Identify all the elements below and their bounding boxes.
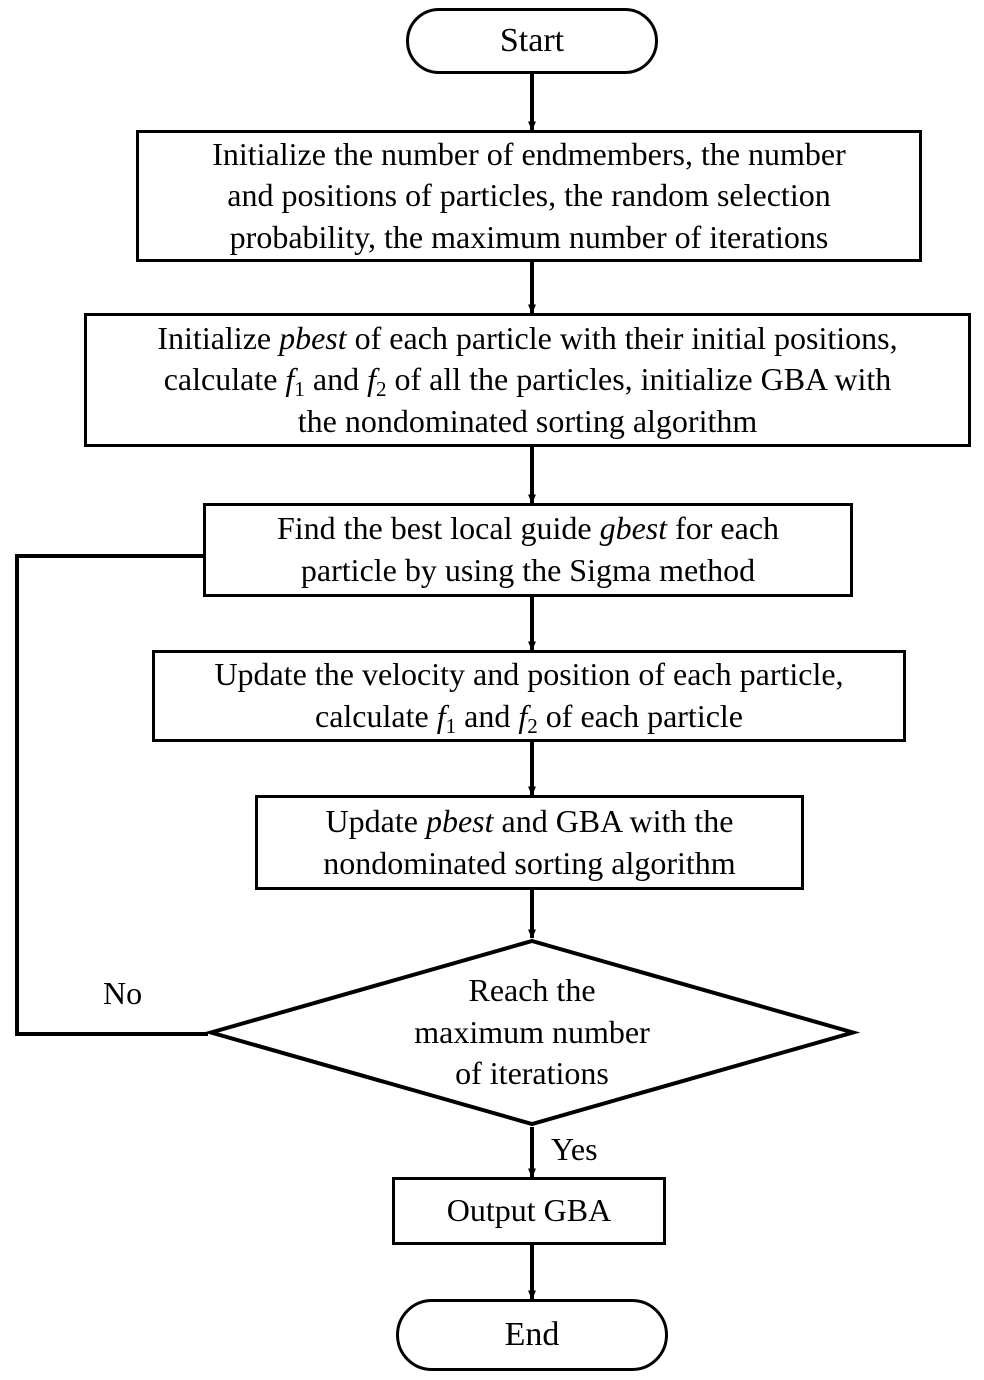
decision-diamond-shape — [208, 938, 856, 1127]
node-end-label: End — [504, 1315, 560, 1353]
node-update-velocity-label — [155, 654, 903, 737]
updatepbest-line-1-post: and GBA with the — [493, 802, 734, 839]
node-output-gba[interactable] — [392, 1177, 666, 1245]
velocity-line-2-mid: and — [456, 698, 519, 734]
updatepbest-line-1-pre: Update — [325, 802, 426, 839]
f2-term: $f_2$ — [518, 698, 538, 738]
initpbest-line-1-post: of each particle with their initial positions, — [346, 319, 898, 356]
decision-line-2: maximum number — [414, 1013, 650, 1050]
initpbest-line-2-post: of all the particles, initialize GBA with — [386, 361, 892, 398]
node-update-velocity[interactable] — [152, 650, 906, 742]
node-start[interactable] — [406, 8, 658, 74]
initpbest-line-2-mid: and — [304, 361, 368, 398]
f1-term: $f_1$ — [436, 698, 457, 738]
node-find-gbest[interactable] — [203, 503, 853, 597]
initpbest-line-2-pre: calculate — [163, 361, 286, 398]
init-line-3: probability, the maximum number of iterations — [229, 218, 829, 255]
velocity-line-2-post: of each particle — [537, 698, 743, 734]
node-initialize-parameters[interactable] — [136, 130, 922, 262]
edge-label-no: No — [103, 975, 143, 1011]
velocity-line-1: Update the velocity and position of each particle, — [214, 656, 844, 693]
edge-label-yes: Yes — [551, 1131, 598, 1167]
node-initialize-pbest-label — [87, 318, 968, 443]
node-start-label: Start — [499, 21, 565, 59]
init-line-1: Initialize the number of endmembers, the number — [212, 135, 846, 172]
node-output-gba-label: Output GBA — [446, 1192, 612, 1229]
node-initialize-pbest[interactable] — [84, 313, 971, 447]
initpbest-line-1-pre: Initialize — [157, 319, 280, 356]
gbest-term: gbest — [599, 510, 668, 547]
node-update-pbest-gba-label — [258, 801, 801, 884]
node-initialize-parameters-label — [139, 134, 919, 259]
f1-term: $f_1$ — [285, 361, 305, 402]
node-update-pbest-gba[interactable] — [255, 795, 804, 890]
f2-term: $f_2$ — [367, 361, 387, 402]
init-line-2: and positions of particles, the random selection — [227, 177, 831, 214]
decision-line-1: Reach the — [468, 972, 596, 1009]
node-find-gbest-label — [206, 508, 850, 591]
pbest-term: pbest — [425, 802, 494, 839]
gbest-line-2: particle by using the Sigma method — [300, 552, 756, 588]
gbest-line-1-pre: Find the best local guide — [276, 510, 600, 547]
velocity-line-2-pre: calculate — [315, 698, 437, 734]
node-end[interactable] — [396, 1299, 668, 1371]
updatepbest-line-2: nondominated sorting algorithm — [323, 844, 736, 881]
initpbest-line-3: the nondominated sorting algorithm — [297, 402, 758, 439]
edge-decision-no-feedback — [17, 556, 208, 1034]
pbest-term: pbest — [279, 319, 347, 356]
decision-line-3: of iterations — [455, 1055, 609, 1092]
node-decision-max-iterations[interactable] — [208, 938, 856, 1127]
gbest-line-1-post: for each — [667, 510, 780, 547]
